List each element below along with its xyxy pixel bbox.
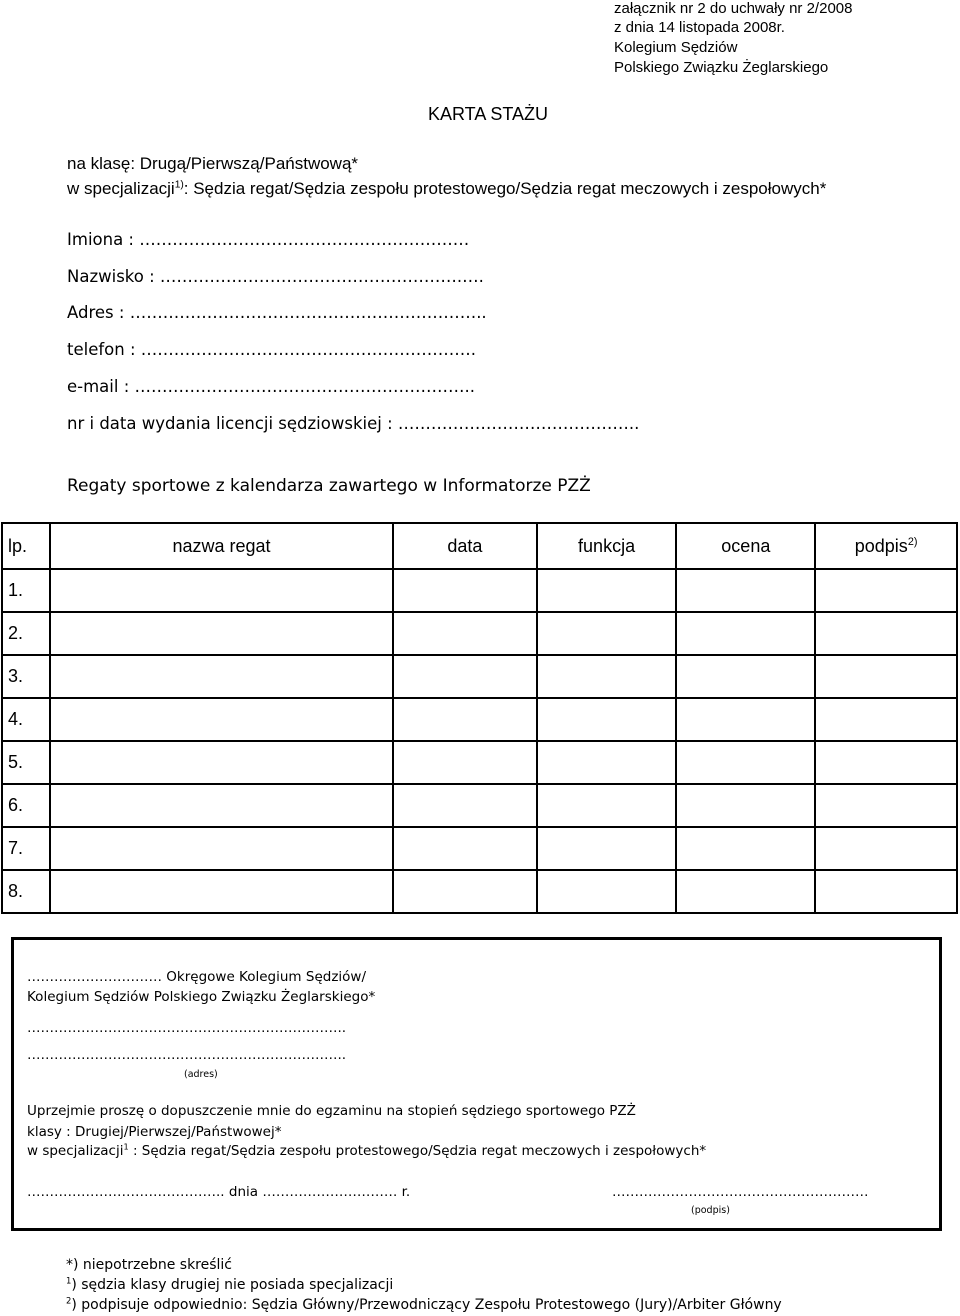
cell-data[interactable] xyxy=(393,612,537,655)
footnote-strike: *) niepotrzebne skreślić xyxy=(66,1257,233,1273)
header-podpis-label: podpis xyxy=(854,535,908,556)
cell-nazwa[interactable] xyxy=(50,698,393,741)
footnote-specialization xyxy=(66,1277,393,1293)
cell-ocena[interactable] xyxy=(676,655,815,698)
field-adres: Adres : ……………………………………………………….. xyxy=(67,303,487,322)
table-header-row xyxy=(2,523,957,569)
cell-ocena[interactable] xyxy=(676,784,815,827)
cell-funkcja[interactable] xyxy=(537,698,677,741)
box-signature-label: (podpis) xyxy=(691,1205,730,1216)
cell-nazwa[interactable] xyxy=(50,827,393,870)
table-row xyxy=(2,870,957,913)
cell-data[interactable] xyxy=(393,655,537,698)
cell-podpis[interactable] xyxy=(815,698,957,741)
cell-data[interactable] xyxy=(393,870,537,913)
table-row xyxy=(2,784,957,827)
specialization-prefix: w specjalizacji xyxy=(67,179,175,198)
row-number: 8. xyxy=(2,870,50,913)
field-imiona: Imiona : …………………………………………………… xyxy=(67,230,470,249)
box-date-line: …………………………………….. dnia ………………………… r. xyxy=(27,1184,411,1200)
cell-podpis[interactable] xyxy=(815,741,957,784)
header-funkcja: funkcja xyxy=(537,523,677,569)
specialization-line xyxy=(67,179,826,199)
cell-funkcja[interactable] xyxy=(537,784,677,827)
page-title: KARTA STAŻU xyxy=(428,104,549,124)
cell-podpis[interactable] xyxy=(815,784,957,827)
cell-nazwa[interactable] xyxy=(50,870,393,913)
cell-nazwa[interactable] xyxy=(50,569,393,612)
cell-ocena[interactable] xyxy=(676,827,815,870)
regaty-heading: Regaty sportowe z kalendarza zawartego w Informatorze PZŻ xyxy=(67,476,591,496)
cell-ocena[interactable] xyxy=(676,741,815,784)
box-college-line-2: Kolegium Sędziów Polskiego Związku Żeglarskiego* xyxy=(27,989,376,1005)
regaty-table xyxy=(1,522,958,914)
table-row xyxy=(2,741,957,784)
footnote-1-mark: 1 xyxy=(66,1275,72,1286)
cell-nazwa[interactable] xyxy=(50,612,393,655)
row-number: 5. xyxy=(2,741,50,784)
cell-data[interactable] xyxy=(393,569,537,612)
header-attachment-line: załącznik nr 2 do uchwały nr 2/2008 xyxy=(614,0,853,17)
table-row xyxy=(2,698,957,741)
field-email: e-mail : …………………………………………………….. xyxy=(67,377,475,396)
cell-ocena[interactable] xyxy=(676,870,815,913)
table-row xyxy=(2,612,957,655)
cell-podpis[interactable] xyxy=(815,655,957,698)
header-college-line: Kolegium Sędziów xyxy=(614,39,738,56)
cell-ocena[interactable] xyxy=(676,569,815,612)
row-number: 4. xyxy=(2,698,50,741)
cell-funkcja[interactable] xyxy=(537,612,677,655)
cell-funkcja[interactable] xyxy=(537,655,677,698)
row-number: 6. xyxy=(2,784,50,827)
row-number: 3. xyxy=(2,655,50,698)
cell-funkcja[interactable] xyxy=(537,870,677,913)
cell-ocena[interactable] xyxy=(676,698,815,741)
cell-data[interactable] xyxy=(393,827,537,870)
field-licencja: nr i data wydania licencji sędziowskiej : …………………………………….. xyxy=(67,414,640,433)
cell-funkcja[interactable] xyxy=(537,741,677,784)
cell-podpis[interactable] xyxy=(815,827,957,870)
box-address-label: (adres) xyxy=(184,1069,218,1080)
field-nazwisko: Nazwisko : ……………………………………………….…. xyxy=(67,267,484,286)
cell-nazwa[interactable] xyxy=(50,784,393,827)
header-date-line: z dnia 14 listopada 2008r. xyxy=(614,19,785,36)
cell-funkcja[interactable] xyxy=(537,827,677,870)
box-college-line: ………………………… Okręgowe Kolegium Sędziów/ xyxy=(27,969,367,985)
box-specialization-footnote-mark: 1 xyxy=(123,1141,129,1152)
cell-ocena[interactable] xyxy=(676,612,815,655)
cell-data[interactable] xyxy=(393,741,537,784)
header-data: data xyxy=(393,523,537,569)
row-number: 2. xyxy=(2,612,50,655)
header-nazwa-regat: nazwa regat xyxy=(50,523,393,569)
cell-nazwa[interactable] xyxy=(50,741,393,784)
box-specialization-line xyxy=(27,1143,706,1159)
box-request-line: Uprzejmie proszę o dopuszczenie mnie do egzaminu na stopień sędziego sportowego PZŻ xyxy=(27,1103,636,1119)
cell-podpis[interactable] xyxy=(815,569,957,612)
box-specialization-options: : Sędzia regat/Sędzia zespołu protestowego/Sędzia regat meczowych i zespołowych* xyxy=(132,1143,707,1159)
box-signature-line: ………………………………………………… xyxy=(612,1184,869,1200)
footnote-signature xyxy=(66,1297,782,1313)
box-address-line-2: …………………………………………………………….. xyxy=(27,1047,347,1063)
cell-nazwa[interactable] xyxy=(50,655,393,698)
cell-data[interactable] xyxy=(393,698,537,741)
specialization-footnote-mark: 1) xyxy=(174,179,184,191)
row-number: 1. xyxy=(2,569,50,612)
box-address-line-1: …………………………………………………………….. xyxy=(27,1020,347,1036)
cell-data[interactable] xyxy=(393,784,537,827)
footnote-1-text: ) sędzia klasy drugiej nie posiada specjalizacji xyxy=(71,1277,394,1293)
table-row xyxy=(2,569,957,612)
class-line: na klasę: Drugą/Pierwszą/Państwową* xyxy=(67,154,359,173)
cell-podpis[interactable] xyxy=(815,870,957,913)
field-telefon: telefon : ……………………………………………………. xyxy=(67,340,477,359)
header-podpis xyxy=(815,523,957,569)
header-podpis-footnote-mark: 2) xyxy=(907,535,918,548)
row-number: 7. xyxy=(2,827,50,870)
box-specialization-prefix: w specjalizacji xyxy=(27,1143,124,1159)
specialization-options: : Sędzia regat/Sędzia zespołu protestowego/Sędzia regat meczowych i zespołowych* xyxy=(183,179,827,198)
header-lp: lp. xyxy=(2,523,50,569)
footnote-2-mark: 2 xyxy=(66,1295,72,1306)
header-ocena: ocena xyxy=(676,523,815,569)
table-row xyxy=(2,827,957,870)
cell-funkcja[interactable] xyxy=(537,569,677,612)
application-box xyxy=(11,937,942,1231)
table-row xyxy=(2,655,957,698)
header-association-line: Polskiego Związku Żeglarskiego xyxy=(614,59,829,76)
footnote-2-text: ) podpisuje odpowiednio: Sędzia Główny/Przewodniczący Zespołu Protestowego (Jury)/Arbiter Główny xyxy=(71,1297,782,1313)
box-klasy-line: klasy : Drugiej/Pierwszej/Państwowej* xyxy=(27,1124,282,1140)
cell-podpis[interactable] xyxy=(815,612,957,655)
